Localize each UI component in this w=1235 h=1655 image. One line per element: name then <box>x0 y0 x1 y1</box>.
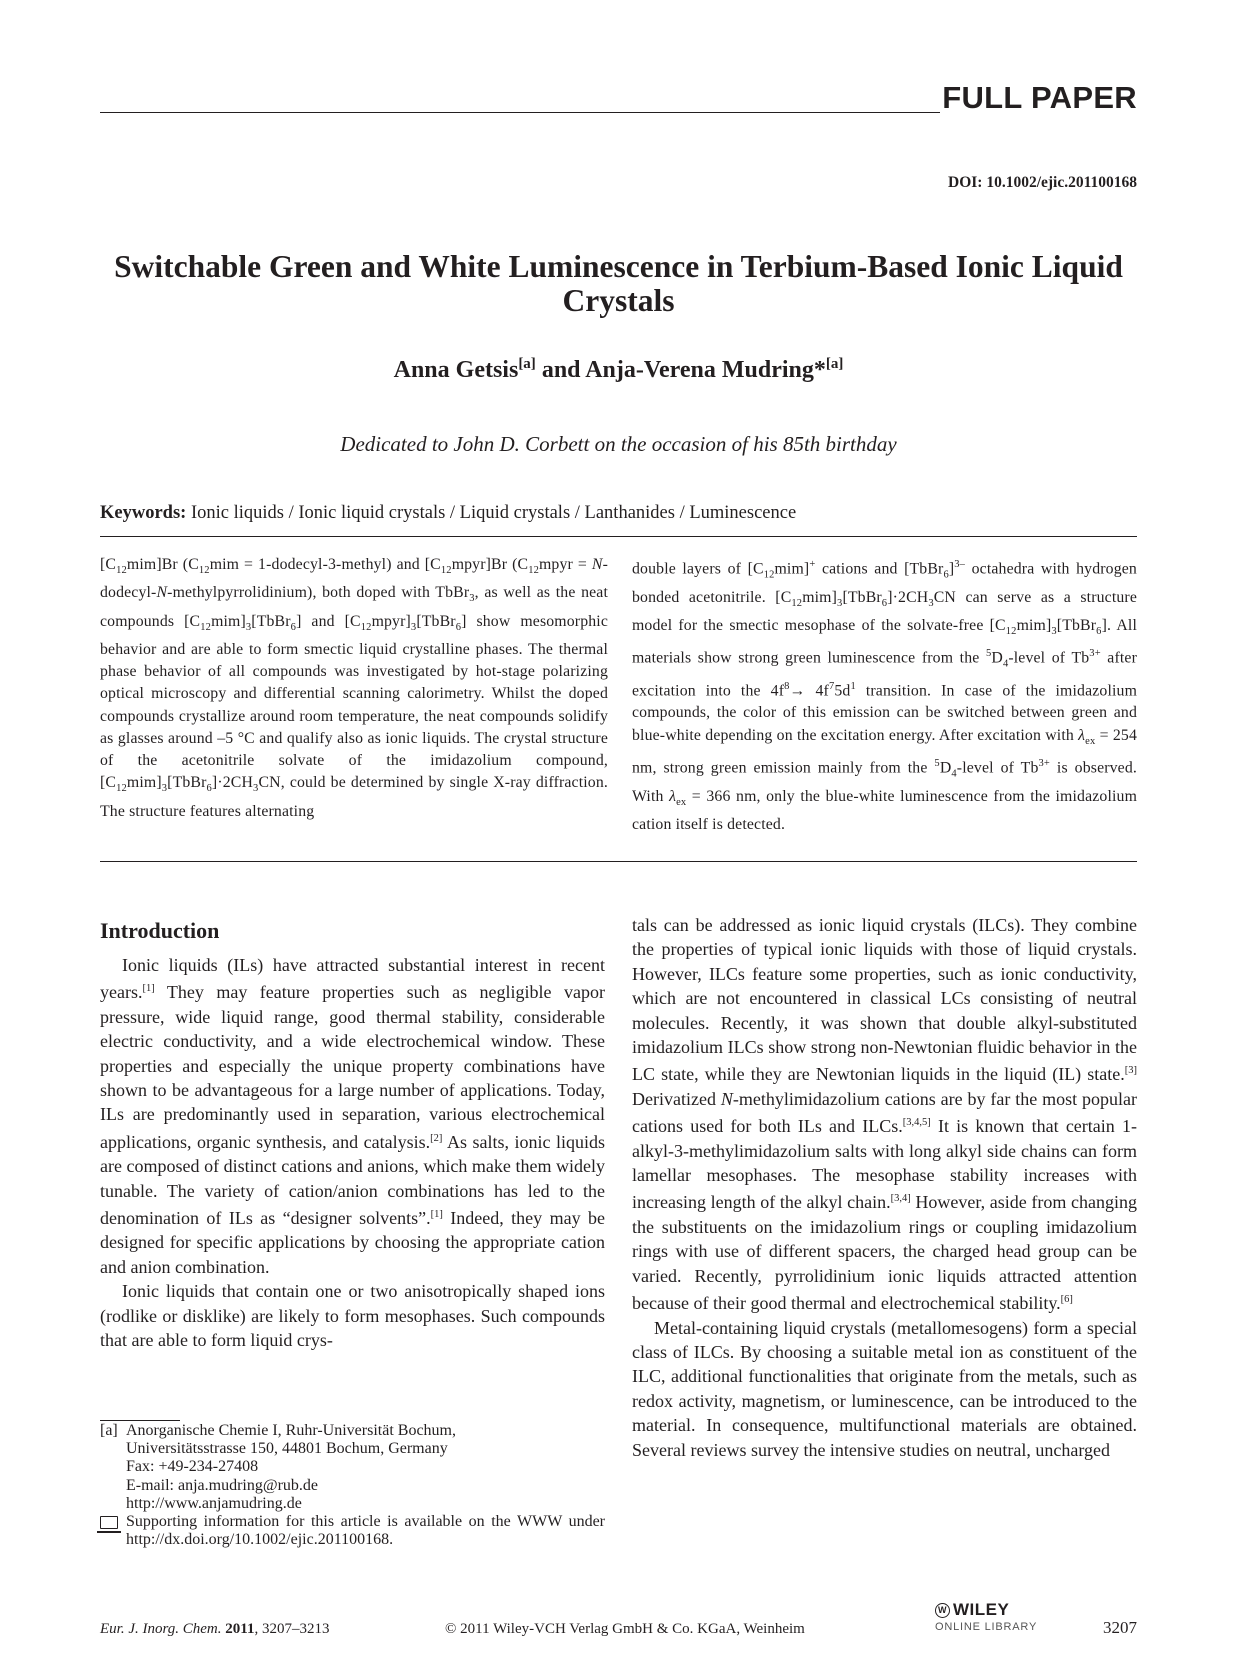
wiley-brand: WILEY <box>953 1600 1010 1619</box>
author-joiner: and <box>535 357 586 383</box>
journal-citation <box>100 1621 329 1638</box>
keywords <box>100 503 796 524</box>
computer-icon <box>100 1516 118 1529</box>
affiliation-text <box>126 1422 456 1513</box>
author-1-affiliation: [a] <box>518 356 536 372</box>
paragraph: Ionic liquids (ILs) have attracted substantial interest in recent years.[1] They may feature properties such as negligible vapor pressure, wide liquid range, good thermal stability, considerable electric conductivity, and a wide electrochemical window. These properties and especially the unique property combinations have shown to be advantageous for a large number of applications. Today, ILs are predominantly used in separation, various electrochemical applications, organic synthesis, and catalysis.[2] As salts, ionic liquids are composed of distinct cations and anions, which make them widely tunable. The variety of cation/anion combinations has led to the denomination of ILs as “designer solvents”.[1] Indeed, they may be designed for specific applications by choosing the appropriate cation and anion combination. <box>100 955 605 1277</box>
affiliation-mark: [a] <box>100 1422 118 1439</box>
affiliation-line: Anorganische Chemie I, Ruhr-Universität Bochum, <box>126 1422 456 1439</box>
paragraph: Metal-containing liquid crystals (metallomesogens) form a special class of ILCs. By choosing a suitable metal ion as constituent of the ILC, additional functionalities that originate from the metals, such as redox activity, magnetism, or luminescence, can be introduced to the material. In consequence, multifunctional materials are obtained. Several reviews survey the intensive studies on neutral, uncharged <box>632 1317 1137 1460</box>
wiley-online-library-logo <box>935 1600 1037 1633</box>
abstract-top-rule <box>100 536 1137 537</box>
affiliation-line: Fax: +49-234-27408 <box>126 1458 259 1476</box>
doi: DOI: 10.1002/ejic.201100168 <box>948 174 1137 191</box>
abstract-right-column: double layers of $[C_{12}mim]^+$ cations and [TbBr$_6$]$^{3-}$ octahedra with hydrogen bonded acetonitrile. $[C_{12}mim]_3[TbBr_6]\cdot 2CH_3CN$ can serve as a structure model for the smectic mesophase of the solvate-free $[C_{12}mim]_3[TbBr_6]$. All materials show strong green luminescence from the $^5D_4$-level of $Tb^{3+}$ after excitation into the $4f^8\to 4f^75d^1$ transition. In case of the imidazolium compounds, the color of this emission can be switched between green and blue-white depending on the excitation energy. After excitation with $\lambda_{ex} = 254$ nm, strong green emission mainly from the $^5D_4$-level of $Tb^{3+}$ is observed. With $\lambda_{ex} = 366$ nm, only the blue-white luminescence from the imidazolium cation itself is detected. <box>632 559 1138 833</box>
affiliation-line: http://www.anjamudring.de <box>126 1494 302 1512</box>
affiliation-line: E-mail: anja.mudring@rub.de <box>126 1476 319 1494</box>
supporting-info-footnote <box>100 1513 605 1549</box>
body-right-column <box>632 913 1137 1462</box>
journal-year: 2011 <box>225 1621 255 1637</box>
affiliation-line: Universitätsstrasse 150, 44801 Bochum, Germany <box>126 1440 448 1458</box>
journal-pages: , 3207–3213 <box>254 1621 330 1637</box>
copyright: © 2011 Wiley-VCH Verlag GmbH & Co. KGaA, Weinheim <box>445 1621 805 1637</box>
body-left-column <box>100 953 605 1353</box>
footnote-rule <box>100 1420 180 1421</box>
affiliation-footnote <box>100 1422 605 1513</box>
paragraph: tals can be addressed as ionic liquid crystals (ILCs). They combine the properties of typical ionic liquids with those of liquid crystals. However, ILCs feature some properties, such as ionic conductivity, which are not encountered in classical LCs consisting of neutral molecules. Recently, it was shown that double alkyl-substituted imidazolium ILCs show strong non-Newtonian fluidic behavior in the LC state, while they are Newtonian liquids in the liquid (IL) state.[3] Derivatized N-methylimidazolium cations are by far the most popular cations used for both ILs and ILCs.[3,4,5] It is known that certain 1-alkyl-3-methylimidazolium salts with long alkyl side chains can form lamellar mesophases. The mesophase stability increases with increasing length of the alkyl chain.[3,4] However, aside from changing the substituents on the imidazolium rings or coupling imidazolium rings with use of different spacers, the charged head group can be varied. Recently, pyrrolidinium ionic liquids attracted attention because of their good thermal and electrochemical stability.[6] <box>632 915 1138 1314</box>
footnotes <box>100 1422 605 1549</box>
section-label: FULL PAPER <box>942 80 1137 115</box>
dedication: Dedicated to John D. Corbett on the occasion of his 85th birthday <box>340 432 897 456</box>
authors <box>100 356 1137 384</box>
author-2-affiliation: [a] <box>825 356 844 372</box>
journal-name: Eur. J. Inorg. Chem. <box>100 1621 222 1637</box>
wiley-emblem-icon: W <box>935 1603 950 1618</box>
author-1: Anna Getsis <box>393 357 519 383</box>
page-number: 3207 <box>1103 1618 1137 1637</box>
keywords-label: Keywords: <box>100 503 187 523</box>
keywords-list: Ionic liquids / Ionic liquid crystals / Liquid crystals / Lanthanides / Luminescence <box>190 503 797 523</box>
section-heading-introduction: Introduction <box>100 918 220 943</box>
paragraph: Ionic liquids that contain one or two anisotropically shaped ions (rodlike or disklike) are likely to form mesophases. Such compounds that are able to form liquid crys- <box>100 1281 605 1351</box>
article-title: Switchable Green and White Luminescence in Terbium-Based Ionic Liquid Crystals <box>114 249 1123 318</box>
header-rule <box>100 112 940 113</box>
abstract-left-column: $[C_{12}mim]Br$ ($C_{12}mim$ = 1-dodecyl-3-methyl) and $[C_{12}mpyr]Br$ ($C_{12}mpyr$ = N-dodecyl-N-methylpyrrolidinium), both doped with TbBr$_3$, as well as the neat compounds $[C_{12}mim]_3[TbBr_6]$ and $[C_{12}mpyr]_3[TbBr_6]$ show mesomorphic behavior and are able to form smectic liquid crystalline phases. The thermal phase behavior of all compounds was investigated by hot-stage polarizing optical microscopy and differential scanning calorimetry. Whilst the doped compounds crystallize around room temperature, the neat compounds solidify as glasses around –5 °C and qualify also as ionic liquids. The crystal structure of the acetonitrile solvate of the imidazolium compound, $[C_{12}mim]_3[TbBr_6]\cdot 2CH_3CN$, could be determined by single X-ray diffraction. The structure features alternating <box>100 556 609 820</box>
author-2: Anja-Verena Mudring* <box>585 357 826 383</box>
wiley-subtitle: ONLINE LIBRARY <box>935 1621 1038 1633</box>
supporting-info-text: Supporting information for this article is available on the WWW under http://dx.doi.org/10.1002/ejic.201100168. <box>126 1513 605 1549</box>
abstract-bottom-rule <box>100 861 1137 862</box>
